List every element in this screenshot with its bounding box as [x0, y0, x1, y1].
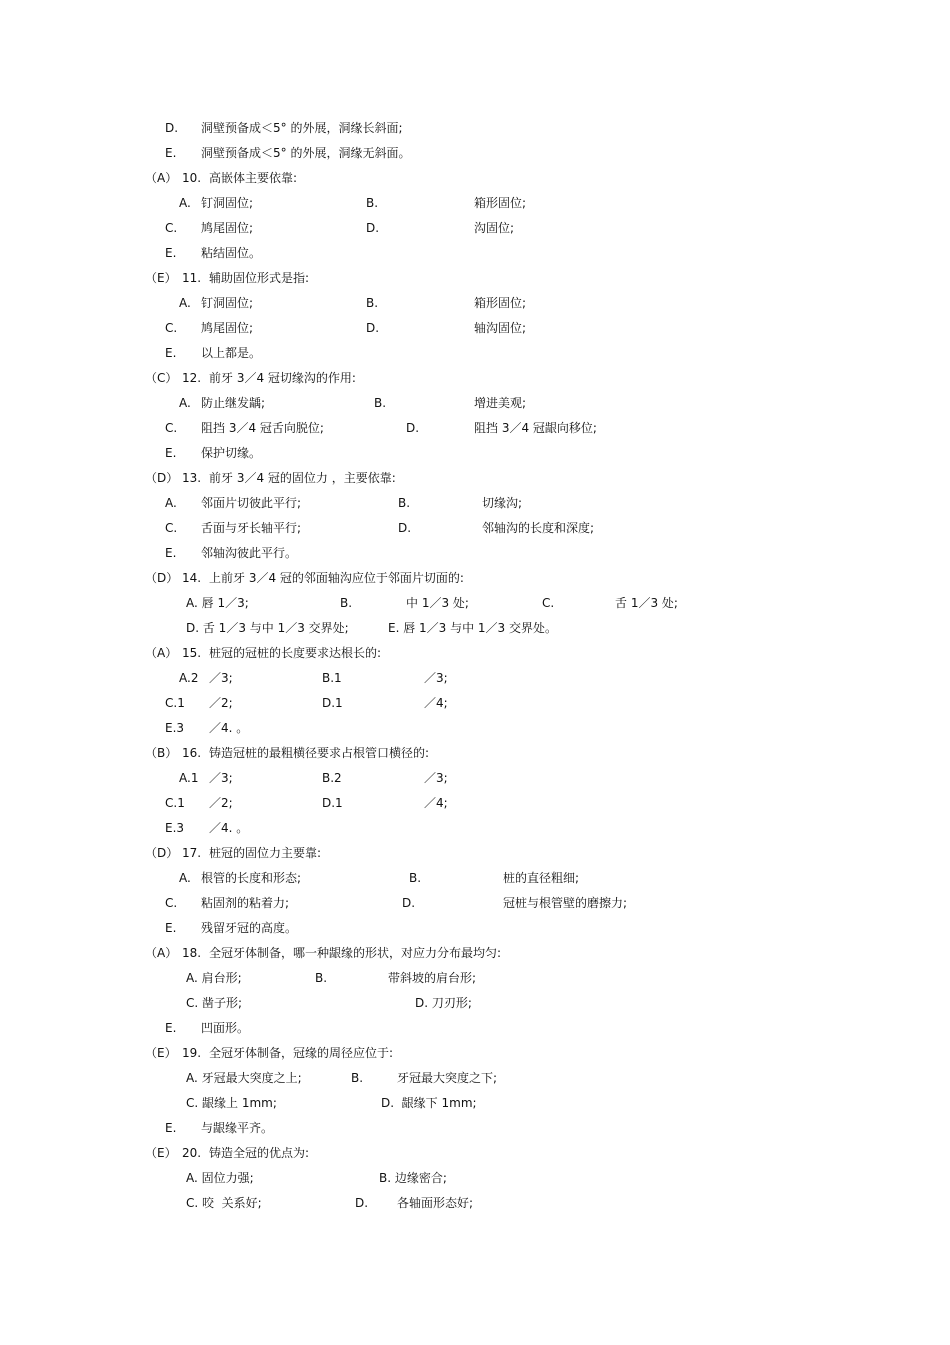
text-segment: 中 1／3 处; — [406, 596, 469, 610]
text-segment: ／3; — [424, 771, 448, 785]
text-segment: D. — [366, 221, 380, 235]
text-segment: 切缘沟; — [482, 496, 523, 510]
text-line — [0, 644, 950, 668]
text-line — [0, 719, 950, 743]
text-line — [0, 1069, 950, 1093]
text-line — [0, 394, 950, 418]
text-line — [0, 1194, 950, 1218]
text-segment: 14. — [182, 571, 202, 585]
text-segment: E. 唇 1／3 与中 1／3 交界处。 — [388, 621, 558, 635]
text-segment: 全冠牙体制备，冠缘的周径应位于: — [209, 1046, 394, 1060]
text-segment: C. 凿子形; — [186, 996, 243, 1010]
text-line — [0, 119, 950, 143]
text-segment: E. — [165, 246, 177, 260]
text-segment: B. — [315, 971, 328, 985]
text-segment: 以上都是。 — [201, 346, 262, 360]
text-segment: C. 龈缘上 1mm; — [186, 1096, 277, 1110]
text-segment: D. — [402, 896, 416, 910]
text-segment: 19. — [182, 1046, 202, 1060]
text-segment: B.2 — [322, 771, 342, 785]
text-segment: 邻轴沟彼此平行。 — [201, 546, 298, 560]
text-line — [0, 244, 950, 268]
text-segment: 洞壁预备成＜5° 的外展，洞缘长斜面; — [201, 121, 403, 135]
text-line — [0, 594, 950, 618]
text-segment: 桩冠的固位力主要靠: — [209, 846, 322, 860]
text-line — [0, 1119, 950, 1143]
text-segment: A. 唇 1／3; — [186, 596, 249, 610]
text-segment: 轴沟固位; — [474, 321, 527, 335]
text-segment: （C） — [145, 371, 178, 385]
text-segment: E. — [165, 446, 177, 460]
text-segment: E. — [165, 346, 177, 360]
text-segment: ／2; — [209, 796, 233, 810]
text-segment: 12. — [182, 371, 202, 385]
text-segment: 上前牙 3／4 冠的邻面轴沟应位于邻面片切面的: — [209, 571, 464, 585]
text-segment: （D） — [145, 846, 179, 860]
text-segment: 舌面与牙长轴平行; — [201, 521, 302, 535]
text-segment: 15. — [182, 646, 202, 660]
text-segment: ／3; — [209, 671, 233, 685]
text-segment: 残留牙冠的高度。 — [201, 921, 298, 935]
text-segment: 箱形固位; — [474, 196, 527, 210]
text-line — [0, 994, 950, 1018]
text-segment: ／4. 。 — [209, 821, 249, 835]
text-segment: E. — [165, 1021, 177, 1035]
text-line — [0, 419, 950, 443]
text-segment: E.3 — [165, 821, 185, 835]
text-segment: B. — [351, 1071, 364, 1085]
text-line — [0, 469, 950, 493]
text-line — [0, 1144, 950, 1168]
text-segment: D. — [366, 321, 380, 335]
text-line — [0, 444, 950, 468]
text-line — [0, 494, 950, 518]
text-segment: 阻挡 3／4 冠舌向脱位; — [201, 421, 324, 435]
text-line — [0, 919, 950, 943]
text-line — [0, 944, 950, 968]
text-segment: 防止继发龋; — [201, 396, 266, 410]
text-segment: C. 咬 关系好; — [186, 1196, 262, 1210]
text-segment: 辅助固位形式是指: — [209, 271, 310, 285]
text-segment: C. — [165, 321, 178, 335]
text-segment: 舌 1／3 处; — [615, 596, 678, 610]
text-line — [0, 519, 950, 543]
text-segment: C.1 — [165, 696, 185, 710]
text-segment: 桩的直径粗细; — [503, 871, 580, 885]
text-segment: （A） — [145, 946, 178, 960]
text-segment: C. — [165, 221, 178, 235]
text-segment: B. — [366, 296, 379, 310]
text-segment: A. — [179, 196, 191, 210]
text-line — [0, 969, 950, 993]
text-segment: 钉洞固位; — [201, 296, 254, 310]
text-segment: 桩冠的冠桩的长度要求达根长的: — [209, 646, 382, 660]
text-segment: D. — [165, 121, 179, 135]
text-line — [0, 819, 950, 843]
text-segment: 洞壁预备成＜5° 的外展，洞缘无斜面。 — [201, 146, 411, 160]
text-segment: B. — [409, 871, 422, 885]
text-segment: 冠桩与根管壁的磨擦力; — [503, 896, 628, 910]
text-line — [0, 319, 950, 343]
text-segment: 带斜坡的肩台形; — [388, 971, 477, 985]
text-segment: （B） — [145, 746, 178, 760]
text-line — [0, 619, 950, 643]
text-segment: 粘结固位。 — [201, 246, 262, 260]
text-line — [0, 694, 950, 718]
text-line — [0, 569, 950, 593]
text-segment: A. — [165, 496, 177, 510]
text-segment: A.2 — [179, 671, 199, 685]
text-segment: D. — [398, 521, 412, 535]
text-segment: B.1 — [322, 671, 342, 685]
text-segment: （E） — [145, 271, 177, 285]
text-segment: D.1 — [322, 796, 343, 810]
text-segment: 鸠尾固位; — [201, 321, 254, 335]
text-segment: C. — [165, 521, 178, 535]
text-segment: 铸造全冠的优点为: — [209, 1146, 310, 1160]
text-segment: A. 牙冠最大突度之上; — [186, 1071, 302, 1085]
text-segment: （D） — [145, 471, 179, 485]
text-segment: E. — [165, 146, 177, 160]
text-segment: D. 龈缘下 1mm; — [381, 1096, 477, 1110]
text-segment: 16. — [182, 746, 202, 760]
text-segment: 13. — [182, 471, 202, 485]
text-segment: 18. — [182, 946, 202, 960]
text-segment: B. — [374, 396, 387, 410]
text-segment: 各轴面形态好; — [397, 1196, 474, 1210]
text-segment: A. — [179, 296, 191, 310]
text-segment: 铸造冠桩的最粗横径要求占根管口横径的: — [209, 746, 430, 760]
text-segment: 全冠牙体制备，哪一种龈缘的形状，对应力分布最均匀: — [209, 946, 502, 960]
text-segment: D. — [406, 421, 420, 435]
text-segment: 前牙 3／4 冠切缘沟的作用: — [209, 371, 356, 385]
text-segment: （E） — [145, 1146, 177, 1160]
text-line — [0, 344, 950, 368]
text-segment: 增进美观; — [474, 396, 527, 410]
text-segment: 沟固位; — [474, 221, 515, 235]
text-segment: E. — [165, 546, 177, 560]
text-segment: ／4; — [424, 796, 448, 810]
text-segment: 邻轴沟的长度和深度; — [482, 521, 595, 535]
text-segment: B. — [340, 596, 353, 610]
text-segment: （A） — [145, 646, 178, 660]
text-segment: D. — [355, 1196, 369, 1210]
text-line — [0, 844, 950, 868]
text-segment: B. 边缘密合; — [379, 1171, 447, 1185]
text-line — [0, 169, 950, 193]
text-segment: 11. — [182, 271, 202, 285]
text-segment: A. — [179, 396, 191, 410]
text-line — [0, 369, 950, 393]
text-segment: E. — [165, 921, 177, 935]
text-line — [0, 1019, 950, 1043]
text-segment: B. — [366, 196, 379, 210]
text-segment: 邻面片切彼此平行; — [201, 496, 302, 510]
text-segment: D.1 — [322, 696, 343, 710]
text-segment: E. — [165, 1121, 177, 1135]
text-segment: E.3 — [165, 721, 185, 735]
text-line — [0, 269, 950, 293]
text-line — [0, 794, 950, 818]
text-segment: （A） — [145, 171, 178, 185]
text-segment: A.1 — [179, 771, 199, 785]
text-line — [0, 1044, 950, 1068]
text-segment: C. — [165, 421, 178, 435]
text-line — [0, 144, 950, 168]
text-line — [0, 769, 950, 793]
text-line — [0, 894, 950, 918]
text-segment: C.1 — [165, 796, 185, 810]
text-line — [0, 544, 950, 568]
text-segment: D. 刀刃形; — [415, 996, 472, 1010]
text-line — [0, 744, 950, 768]
text-segment: 凹面形。 — [201, 1021, 250, 1035]
text-segment: 10. — [182, 171, 202, 185]
text-segment: ／4. 。 — [209, 721, 249, 735]
text-line — [0, 669, 950, 693]
text-line — [0, 1169, 950, 1193]
text-line — [0, 194, 950, 218]
text-line — [0, 294, 950, 318]
text-segment: C. — [165, 896, 178, 910]
text-segment: C. — [542, 596, 555, 610]
text-segment: ／3; — [209, 771, 233, 785]
text-segment: 与龈缘平齐。 — [201, 1121, 274, 1135]
text-segment: 鸠尾固位; — [201, 221, 254, 235]
text-segment: 牙冠最大突度之下; — [397, 1071, 498, 1085]
text-segment: ／2; — [209, 696, 233, 710]
text-segment: B. — [398, 496, 411, 510]
text-line — [0, 1094, 950, 1118]
text-segment: ／3; — [424, 671, 448, 685]
text-segment: ／4; — [424, 696, 448, 710]
text-segment: 前牙 3／4 冠的固位力 ，主要依靠: — [209, 471, 396, 485]
text-segment: 箱形固位; — [474, 296, 527, 310]
text-segment: 17. — [182, 846, 202, 860]
text-segment: 根管的长度和形态; — [201, 871, 302, 885]
text-line — [0, 219, 950, 243]
text-segment: 高嵌体主要依靠: — [209, 171, 298, 185]
text-segment: 粘固剂的粘着力; — [201, 896, 290, 910]
text-segment: 20. — [182, 1146, 202, 1160]
text-segment: A. 肩台形; — [186, 971, 242, 985]
text-line — [0, 869, 950, 893]
text-segment: A. 固位力强; — [186, 1171, 254, 1185]
text-segment: 钉洞固位; — [201, 196, 254, 210]
text-segment: 保护切缘。 — [201, 446, 262, 460]
text-segment: 阻挡 3／4 冠龈向移位; — [474, 421, 597, 435]
text-segment: （E） — [145, 1046, 177, 1060]
text-segment: A. — [179, 871, 191, 885]
text-segment: D. 舌 1／3 与中 1／3 交界处; — [186, 621, 349, 635]
text-segment: （D） — [145, 571, 179, 585]
